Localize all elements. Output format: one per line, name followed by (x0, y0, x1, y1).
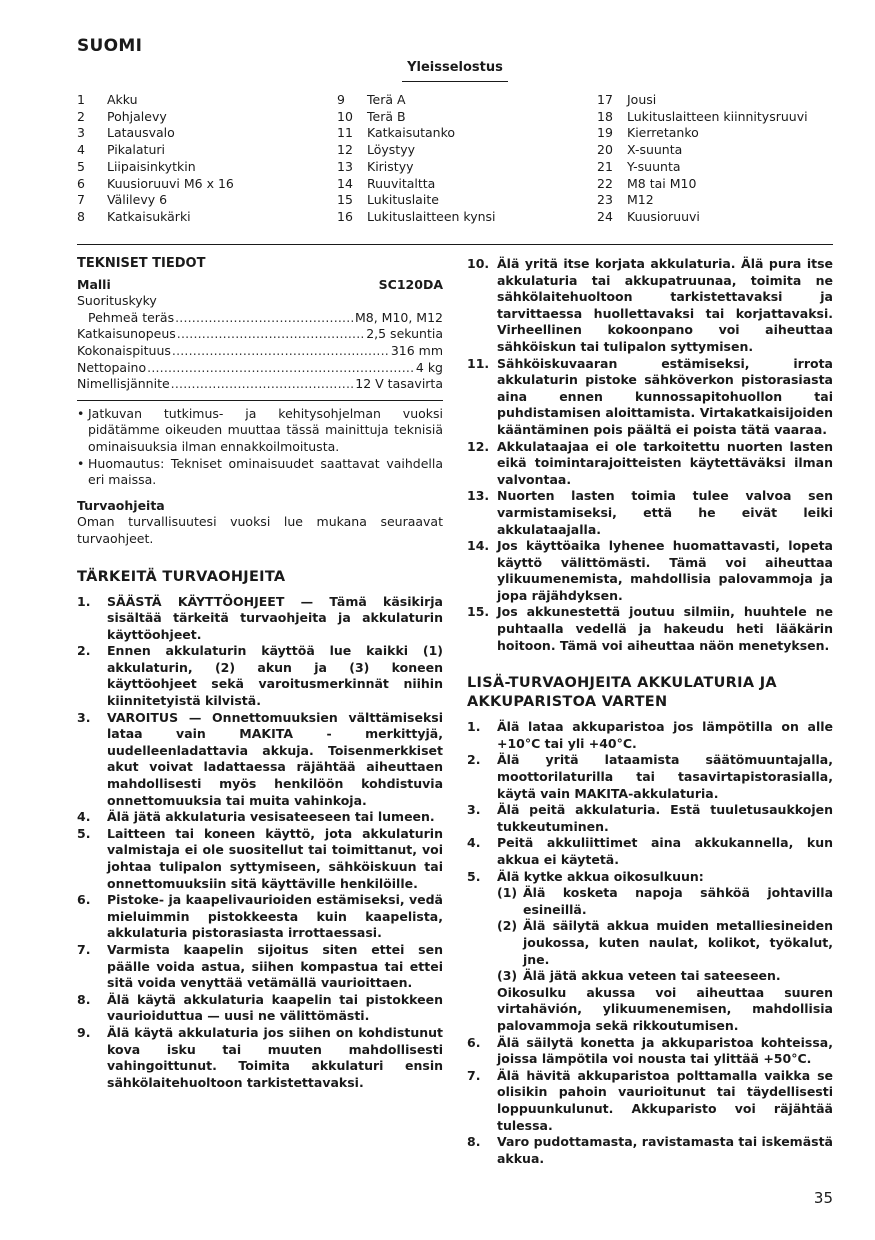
safety-item (467, 256, 833, 356)
sub-number: (1) (497, 885, 518, 901)
safety-item (467, 439, 833, 489)
item-number: 12. (467, 438, 490, 454)
item-text: Akkulataajaa ei ole tarkoitettu nuorten lasten eikä toimintarajoitteisten käytettäväksi ilman valvontaa. (497, 438, 833, 487)
part-number: 3 (77, 125, 85, 141)
parts-column-2 (337, 92, 496, 226)
part-item (337, 92, 496, 109)
item-number: 6. (77, 892, 91, 908)
item-number: 11. (467, 355, 490, 371)
part-item (337, 192, 496, 209)
part-number: 24 (597, 208, 613, 224)
leader-dots (171, 376, 355, 393)
item-text: Varmista kaapelin sijoitus siten ettei sen päälle voida astua, siihen kompastua tai ettei sitä voida venyttää vetämällä vaurioittaen. (107, 941, 443, 991)
part-item (597, 109, 808, 126)
item-text: Älä jätä akkulaturia vesisateeseen tai lumeen. (107, 809, 435, 825)
safety-item (77, 942, 443, 992)
short-circuit-note: Oikosulku akussa voi aiheuttaa suuren virtahävión, ylikuumenemisen, mahdollisia palovammoja sekä rikkoutumisen. (497, 984, 833, 1033)
item-text: Älä säilytä konetta ja akkuparistoa kohteissa, joissa lämpötila voi nousta tai ylittää +50°C. (497, 1034, 833, 1067)
capacity-label: Suorituskyky (77, 293, 157, 309)
part-label: Kuusioruuvi M6 x 16 (107, 175, 234, 191)
spec-value: 316 mm (390, 342, 443, 358)
item-number: 14. (467, 538, 490, 554)
item-text: Ennen akkulaturin käyttöä lue kaikki (1) akkulaturin, (2) akun ja (3) koneen käyttöohjeet sekä varoitusmerkinnät niihin kiinnitetyistä kilvistä. (107, 643, 443, 709)
part-item (77, 159, 234, 176)
spec-value: 2,5 sekuntia (366, 326, 443, 342)
part-item (597, 209, 808, 226)
item-number: 7. (77, 941, 91, 957)
model-label: Malli (77, 276, 111, 292)
part-item (597, 142, 808, 159)
item-number: 7. (467, 1067, 481, 1083)
item-text: Älä lataa akkuparistoa jos lämpötilla on alle +10°C tai yli +40°C. (497, 719, 833, 751)
item-text: Laitteen tai koneen käyttö, jota akkulaturin valmistaja ei ole suositellut tai toimittanut, voi johtaa tulipalon syttymiseen, sähköiskuun tai onnettomuuksiin sitä käyttäville henkilöille. (107, 825, 443, 891)
item-text: Varo pudottamasta, ravistamasta tai iskemästä akkua. (497, 1134, 833, 1166)
model-row (77, 277, 443, 294)
item-number: 8. (77, 991, 91, 1007)
part-label: Liipaisinkytkin (107, 158, 196, 174)
part-item (597, 192, 808, 209)
language-heading: SUOMI (77, 36, 143, 56)
sub-number: (3) (497, 968, 518, 984)
part-number: 19 (597, 125, 613, 141)
part-label: Ruuvitaltta (367, 175, 436, 191)
left-column (77, 256, 443, 1091)
spec-label: Pehmeä teräs (88, 309, 175, 325)
item-number: 13. (467, 488, 490, 504)
part-item (337, 125, 496, 142)
additional-item (467, 835, 833, 868)
additional-item (467, 752, 833, 802)
safety-item (467, 356, 833, 439)
item-text: Jos käyttöaika lyhenee huomattavasti, lopeta käyttö välittömästi. Tämä voi aiheuttaa ylikuumenemista, mahdollisia palovammoja ja jopa räjähdyksen. (497, 538, 833, 603)
part-item (337, 209, 496, 226)
part-label: Lukituslaitteen kiinnitysruuvi (627, 108, 808, 124)
part-label: X-suunta (627, 142, 683, 158)
part-item (337, 176, 496, 193)
item-text: Sähköiskuvaaran estämiseksi, irrota akkulaturin pistoke sähköverkon pistorasiasta aina ennen kunnossapitohuollon tai puhdistamisen aloittamista. Virtakatkaisijoiden kääntäminen pois päältä ei poista tätä vaaraa. (497, 355, 833, 437)
item-text: Älä käytä akkulaturia kaapelin tai pistokkeen vaurioiduttua — uusi ne välittömästi. (107, 991, 443, 1024)
additional-item (467, 802, 833, 835)
item-number: 2. (467, 752, 481, 768)
item-number: 4. (467, 835, 481, 851)
part-number: 4 (77, 142, 85, 158)
leader-dots (147, 360, 415, 377)
spec-note-text: Jatkuvan tutkimus- ja kehitysohjelman vuoksi pidätämme oikeuden muuttaa tässä mainittuja teknisiä ominaisuuksia ilman ennakkoilmoitusta. (88, 405, 443, 454)
part-item (77, 142, 234, 159)
part-item (77, 92, 234, 109)
item-text: Älä yritä itse korjata akkulaturia. Älä pura itse akkulaturia tai akkupatruunaa, toimita ne sähkölaitehuoltoon tarkistettavaksi ja tarvittaessa huollettavaksi tai korjattavaksi. Virheellinen kokoonpano voi aiheuttaa sähköiskun tai tulipalon syttymisen. (497, 256, 833, 354)
important-safety-heading: TÄRKEITÄ TURVAOHJEITA (77, 568, 286, 585)
part-label: Terä A (367, 92, 406, 107)
part-number: 17 (597, 92, 613, 107)
part-number: 9 (337, 92, 345, 107)
item-number: 5. (467, 868, 481, 884)
part-label: M12 (627, 192, 654, 208)
page-number: 35 (813, 1189, 833, 1207)
part-number: 18 (597, 108, 613, 124)
parts-column-3 (597, 92, 808, 226)
part-label: Kierretanko (627, 125, 699, 141)
item-number: 15. (467, 604, 490, 620)
safety-item (77, 643, 443, 709)
item-text: SÄÄSTÄ KÄYTTÖOHJEET — Tämä käsikirja sisältää tärkeitä turvaohjeita ja akkulaturin käyttöohjeet. (107, 593, 443, 642)
additional-item (467, 869, 833, 886)
spec-divider (77, 400, 443, 401)
part-label: Terä B (367, 108, 406, 124)
part-label: Kuusioruuvi (627, 208, 700, 224)
safety-item (77, 809, 443, 826)
item-text: Älä yritä lataamista säätömuuntajalla, moottorilaturilla tai tasavirtapistorasialla, käytä vain MAKITA-akkulaturia. (497, 752, 833, 801)
part-item (77, 192, 234, 209)
section-divider (77, 244, 833, 245)
spec-row (77, 360, 443, 377)
item-number: 4. (77, 809, 91, 825)
part-label: Lukituslaite (367, 192, 439, 208)
part-label: Lukituslaitteen kynsi (367, 208, 496, 224)
item-number: 2. (77, 643, 91, 659)
part-label: Akku (107, 92, 138, 107)
item-number: 10. (467, 256, 490, 271)
safety-item (77, 710, 443, 810)
part-number: 12 (337, 142, 353, 158)
part-item (77, 125, 234, 142)
part-number: 5 (77, 158, 85, 174)
part-item (597, 176, 808, 193)
sub-number: (2) (497, 918, 518, 934)
part-item (77, 209, 234, 226)
part-item (337, 109, 496, 126)
part-item (77, 176, 234, 193)
part-label: Jousi (627, 92, 657, 107)
part-number: 16 (337, 208, 353, 224)
part-item (597, 125, 808, 142)
spec-row (77, 343, 443, 360)
general-description-title: Yleisselostus (407, 60, 503, 75)
item-text: Pistoke- ja kaapelivaurioiden estämiseksi, vedä mieluimmin pistokkeesta kuin kaapelista, akkulaturia pistorasiasta irrottaessasi. (107, 892, 443, 941)
item-text: Nuorten lasten toimia tulee valvoa sen varmistamiseksi, että he eivät leiki akkulataajalla. (497, 488, 833, 537)
sub-item (497, 968, 833, 985)
part-number: 11 (337, 125, 353, 141)
part-number: 14 (337, 175, 353, 191)
item-number: 8. (467, 1134, 481, 1150)
part-item (597, 92, 808, 109)
spec-note-text: Huomautus: Tekniset ominaisuudet saattavat vaihdella eri maissa. (88, 455, 443, 488)
item-text: VAROITUS — Onnettomuuksien välttämiseksi lataa vain MAKITA - merkittyjä, uudelleenladattavia akkuja. Toisenmerkkiset akut voivat ladattaessa räjähtää aiheuttaen mahdollisesti myös henkilöön kohdistuvia onnettomuuksia tai muita vahinkoja. (107, 709, 443, 808)
short-circuit-subitems (467, 885, 833, 1034)
leader-dots (177, 326, 365, 343)
item-text: Älä kytke akkua oikosulkuun: (497, 868, 704, 884)
item-number: 5. (77, 825, 91, 841)
specifications-heading: TEKNISET TIEDOT (77, 256, 206, 271)
item-number: 9. (77, 1024, 91, 1040)
spec-note (77, 456, 443, 489)
bullet-mark: • (77, 455, 85, 471)
part-number: 15 (337, 192, 353, 208)
safety-item (77, 1025, 443, 1091)
part-label: Kiristyy (367, 158, 414, 174)
spec-label: Nettopaino (77, 359, 147, 375)
part-number: 20 (597, 142, 613, 158)
item-text: Älä käytä akkulaturia jos siihen on kohdistunut kova isku tai muuten mahdollisesti vahingoittunut. Toimita akkulaturi ensin sähkölaitehuoltoon tarkistettavaksi. (107, 1024, 443, 1090)
part-label: Pohjalevy (107, 108, 167, 124)
part-item (337, 142, 496, 159)
item-number: 6. (467, 1034, 481, 1050)
part-number: 6 (77, 175, 85, 191)
item-number: 1. (467, 719, 481, 735)
safety-item (77, 594, 443, 644)
spec-row (77, 310, 443, 327)
spec-value: 12 V tasavirta (355, 376, 443, 392)
sub-item (497, 918, 833, 968)
sub-text: Älä säilytä akkua muiden metalliesineiden joukossa, kuten naulat, kolikot, työkalut, jne. (523, 918, 833, 967)
part-label: Löystyy (367, 142, 415, 158)
spec-value: 4 kg (415, 359, 443, 375)
part-label: M8 tai M10 (627, 175, 697, 191)
spec-row (77, 376, 443, 393)
part-item (597, 159, 808, 176)
item-text: Älä hävitä akkuparistoa polttamalla vaikka se olisikin pahoin vaurioitunut tai täydellisesti loppuunkulunut. Akkuparisto voi räjähtää tulessa. (497, 1067, 833, 1133)
title-underline (402, 81, 508, 82)
part-number: 23 (597, 192, 613, 208)
sub-text: Älä kosketa napoja sähköä johtavilla esineillä. (523, 885, 833, 917)
safety-item (77, 892, 443, 942)
parts-column-1 (77, 92, 234, 226)
additional-item (467, 1035, 833, 1068)
safety-item (467, 604, 833, 654)
part-number: 13 (337, 158, 353, 174)
item-number: 3. (467, 802, 481, 818)
sub-item (497, 885, 833, 918)
leader-dots (172, 343, 390, 360)
bullet-mark: • (77, 405, 85, 421)
part-item (77, 109, 234, 126)
part-label: Y-suunta (627, 158, 681, 174)
safety-item (467, 488, 833, 538)
additional-item (467, 1134, 833, 1167)
safety-item (467, 538, 833, 604)
item-text: Jos akkunestettä joutuu silmiin, huuhtele ne puhtaalla vedellä ja hakeudu heti lääkärin hoitoon. Tämä voi aiheuttaa näön menetyksen. (497, 604, 833, 653)
part-number: 1 (77, 92, 85, 107)
right-column (467, 256, 833, 1167)
additional-item (467, 719, 833, 752)
part-label: Katkaisukärki (107, 208, 191, 224)
spec-row (77, 326, 443, 343)
item-text: Peitä akkuliittimet aina akkukannella, kun akkua ei käytetä. (497, 835, 833, 867)
part-number: 2 (77, 108, 85, 124)
spec-label: Nimellisjännite (77, 376, 170, 392)
part-label: Latausvalo (107, 125, 175, 141)
model-value: SC120DA (378, 276, 443, 292)
part-label: Katkaisutanko (367, 125, 456, 141)
part-item (337, 159, 496, 176)
additional-safety-heading: LISÄ-TURVAOHJEITA AKKULATURIA JA AKKUPARISTOA VARTEN (467, 675, 777, 711)
safety-intro-text: Oman turvallisuutesi vuoksi lue mukana seuraavat turvaohjeet. (77, 514, 443, 546)
part-number: 8 (77, 208, 85, 224)
item-text: Älä peitä akkulaturia. Estä tuuletusaukkojen tukkeutuminen. (497, 802, 833, 834)
leader-dots (175, 310, 354, 327)
spec-label: Kokonaispituus (77, 342, 171, 358)
part-number: 10 (337, 108, 353, 124)
sub-text: Älä jätä akkua veteen tai sateeseen. (523, 968, 781, 984)
spec-value: M8, M10, M12 (354, 309, 443, 325)
part-number: 21 (597, 158, 613, 174)
additional-item (467, 1068, 833, 1134)
item-number: 3. (77, 709, 91, 725)
item-number: 1. (77, 593, 91, 609)
spec-note (77, 406, 443, 456)
part-number: 22 (597, 175, 613, 191)
part-number: 7 (77, 192, 85, 208)
spec-label: Katkaisunopeus (77, 326, 176, 342)
part-label: Välilevy 6 (107, 192, 168, 208)
part-label: Pikalaturi (107, 142, 165, 158)
safety-item (77, 826, 443, 892)
safety-intro-heading: Turvaohjeita (77, 497, 165, 513)
safety-item (77, 992, 443, 1025)
